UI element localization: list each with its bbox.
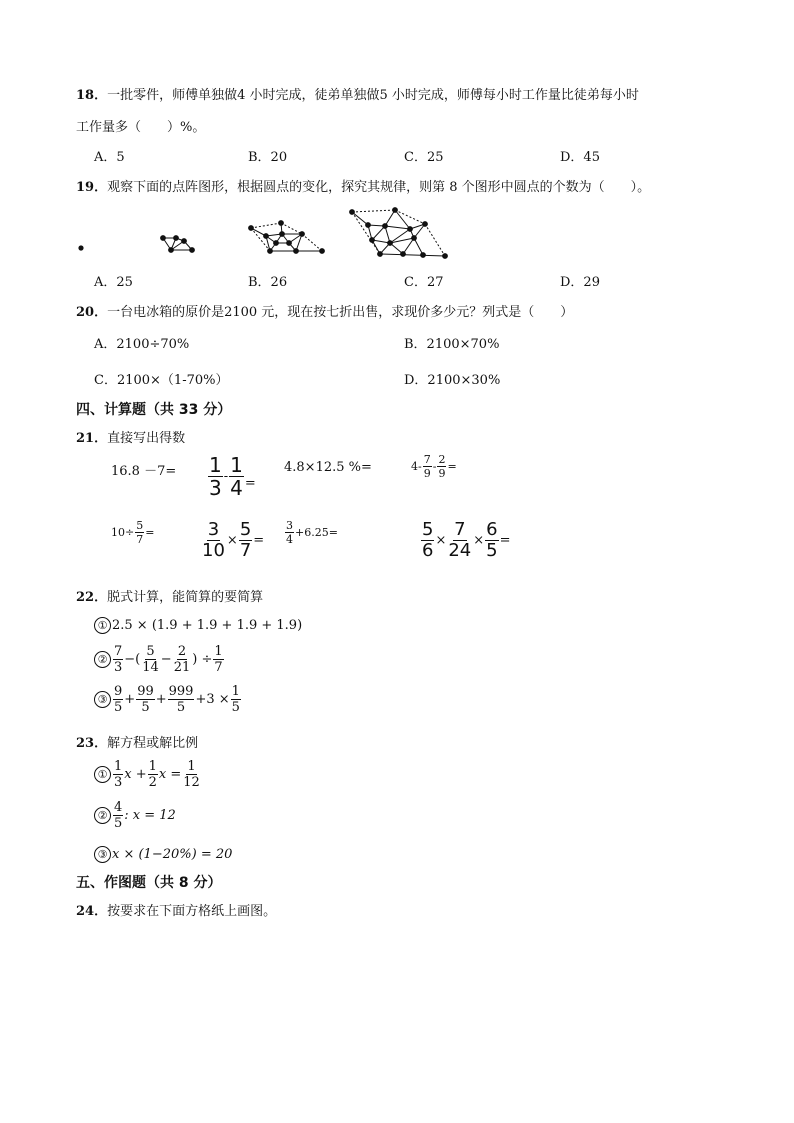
question-text: 一批零件，师傅单独做4 小时完成，徒弟单独做5 小时完成，师傅每小时工作量比徒弟每小时 (107, 88, 639, 103)
question-text: 按要求在下面方格纸上画图。 (107, 904, 277, 919)
equation-1: ① $\frac{1}{3}$ x + $\frac{1}{2}$ x = $\frac{1}{12}$ (94, 760, 202, 789)
expression-8: $\frac{5}{6}$ × $\frac{7}{24}$ × $\frac{6}{5}$ = (422, 519, 511, 561)
question-text: 脱式计算，能简算的要简算 (107, 590, 264, 605)
dot (78, 245, 83, 250)
question-20 (76, 301, 573, 320)
option-b[interactable]: B．20 (248, 150, 288, 165)
question-22 (76, 586, 263, 605)
dot-pattern-figure (0, 0, 794, 300)
question-23 (76, 732, 198, 751)
calc-item-1: ① 2.5 × (1.9 + 1.9 + 1.9 + 1.9) (94, 617, 302, 634)
equation-3: ③ x × (1−20%) = 20 (94, 846, 232, 863)
calc-item-2: ② $\frac{7}{3}$ −( $\frac{5}{14}$ − $\frac{2}{21}$ ) ÷ $\frac{1}{7}$ (94, 645, 225, 674)
question-text: 观察下面的点阵图形，根据圆点的变化，探究其规律，则第 8 个图形中圆点的个数为（ ）。 (107, 180, 651, 195)
option-d[interactable]: D．45 (560, 150, 600, 165)
expression-3: 4.8×12.5 %= (284, 460, 372, 475)
dot-pattern-3 (249, 221, 325, 254)
option-b[interactable]: B．26 (248, 275, 288, 290)
expression-7: $\frac{3}{4}$ +6.25= (286, 519, 338, 546)
question-24 (76, 900, 276, 919)
question-number: 24． (76, 904, 108, 919)
question-number: 19． (76, 180, 108, 195)
question-text: 解方程或解比例 (107, 736, 199, 751)
question-number: 23． (76, 736, 108, 751)
option-c[interactable]: C．2100×（1-70%） (94, 373, 229, 388)
option-d[interactable]: D．2100×30% (404, 373, 501, 388)
option-a[interactable]: A．5 (94, 150, 125, 165)
question-number: 20． (76, 305, 108, 320)
option-c[interactable]: C．27 (404, 275, 444, 290)
section-heading: 五、作图题（共 8 分） (76, 875, 222, 891)
expression-1: 16.8 －7= (111, 464, 177, 479)
option-b[interactable]: B．2100×70% (404, 337, 500, 352)
equation-2: ② $\frac{4}{5}$ : x = 12 (94, 801, 176, 830)
question-text: 直接写出得数 (107, 431, 186, 446)
dot-pattern-2 (161, 236, 195, 253)
calc-item-3: ③ $\frac{9}{5}$ + $\frac{99}{5}$ + $\frac{999}{5}$ +3 × $\frac{1}{5}$ (94, 685, 242, 714)
question-text: 一台电冰箱的原价是2100 元，现在按七折出售，求现价多少元？列式是（ ） (107, 305, 574, 320)
expression-2: $\frac{1}{3}$ - $\frac{1}{4}$ = (209, 453, 256, 500)
section-heading: 四、计算题（共 33 分） (76, 402, 232, 418)
dot-pattern-4 (350, 208, 448, 259)
expression-5: 10÷ $\frac{5}{7}$ = (111, 519, 155, 546)
option-a[interactable]: A．25 (94, 275, 133, 290)
question-18-line2: 工作量多（ ）%。 (76, 120, 206, 135)
expression-4: 4- $\frac{7}{9}$ - $\frac{2}{9}$ = (411, 453, 457, 480)
question-21 (76, 427, 185, 446)
question-number: 22． (76, 590, 108, 605)
option-a[interactable]: A．2100÷70% (94, 337, 190, 352)
option-d[interactable]: D．29 (560, 275, 600, 290)
question-number: 21． (76, 431, 108, 446)
question-number: 18． (76, 88, 108, 103)
expression-6: $\frac{3}{10}$ × $\frac{5}{7}$ = (202, 519, 265, 561)
option-c[interactable]: C．25 (404, 150, 444, 165)
